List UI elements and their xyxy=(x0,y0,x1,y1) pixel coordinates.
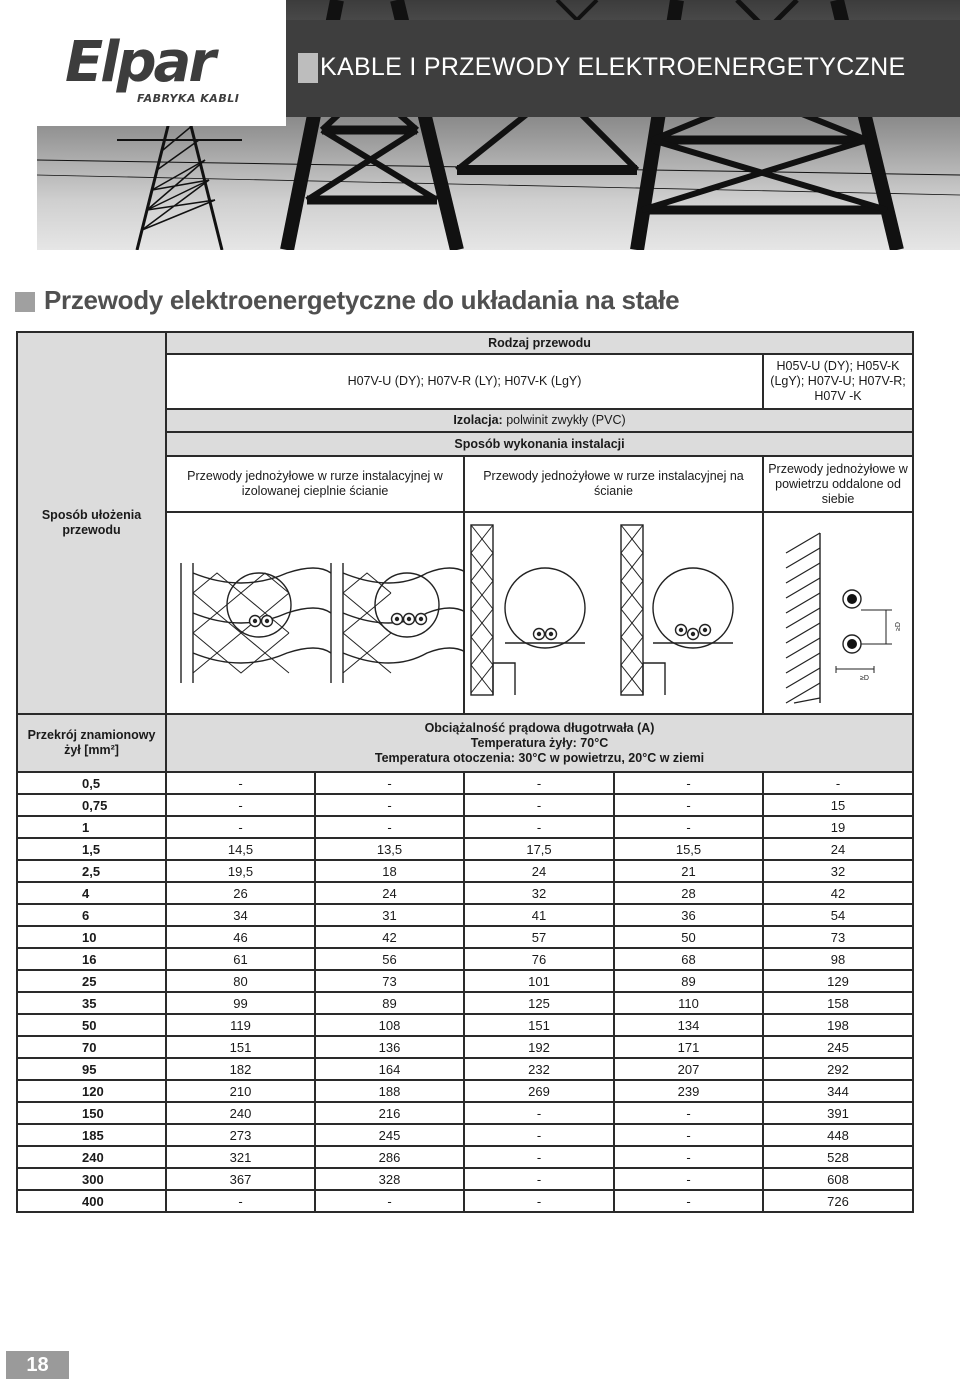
insulation-value: polwinit zwykły (PVC) xyxy=(502,413,626,427)
capacity-cell: 50 xyxy=(614,926,763,948)
capacity-cell: 61 xyxy=(166,948,315,970)
cross-section-cell: 35 xyxy=(17,992,166,1014)
capacity-cell: 73 xyxy=(763,926,913,948)
load-capacity-title: Obciążalność prądowa długotrwała (A) xyxy=(424,720,655,735)
page-number: 18 xyxy=(6,1351,69,1379)
table-row xyxy=(17,860,913,882)
table-row xyxy=(17,1058,913,1080)
capacity-cell: 46 xyxy=(166,926,315,948)
capacity-cell: 73 xyxy=(315,970,464,992)
cross-section-cell: 150 xyxy=(17,1102,166,1124)
capacity-cell: 328 xyxy=(315,1168,464,1190)
capacity-cell: - xyxy=(464,772,614,794)
capacity-cell: 192 xyxy=(464,1036,614,1058)
capacity-cell: 151 xyxy=(464,1014,614,1036)
cross-section-cell: 185 xyxy=(17,1124,166,1146)
capacity-cell: 367 xyxy=(166,1168,315,1190)
capacity-cell: - xyxy=(464,1168,614,1190)
table-row xyxy=(17,1014,913,1036)
capacity-cell: 24 xyxy=(315,882,464,904)
capacity-cell: 125 xyxy=(464,992,614,1014)
capacity-cell: 245 xyxy=(763,1036,913,1058)
cross-section-header: Przekrój znamionowy żył [mm²] xyxy=(17,714,166,772)
capacity-cell: 245 xyxy=(315,1124,464,1146)
cross-section-cell: 25 xyxy=(17,970,166,992)
capacity-cell: 286 xyxy=(315,1146,464,1168)
cross-section-cell: 4 xyxy=(17,882,166,904)
capacity-cell: 32 xyxy=(763,860,913,882)
table-row xyxy=(17,1102,913,1124)
capacity-cell: - xyxy=(614,772,763,794)
capacity-cell: 19,5 xyxy=(166,860,315,882)
capacity-cell: - xyxy=(464,1190,614,1212)
capacity-cell: 239 xyxy=(614,1080,763,1102)
diagram-in-air xyxy=(763,512,913,714)
on-wall-diagram xyxy=(465,513,764,713)
cross-section-cell: 0,75 xyxy=(17,794,166,816)
cross-section-cell: 120 xyxy=(17,1080,166,1102)
table-row xyxy=(17,904,913,926)
capacity-cell: - xyxy=(464,1124,614,1146)
table-row xyxy=(17,992,913,1014)
capacity-cell: 41 xyxy=(464,904,614,926)
capacity-cell: 99 xyxy=(166,992,315,1014)
capacity-cell: 210 xyxy=(166,1080,315,1102)
section-title: Przewody elektroenergetyczne do układania na stałe xyxy=(44,285,680,315)
title-square-icon xyxy=(298,53,318,83)
capacity-cell: - xyxy=(315,816,464,838)
capacity-cell: 54 xyxy=(763,904,913,926)
capacity-cell: 56 xyxy=(315,948,464,970)
header-title-band xyxy=(286,20,960,117)
brand-logo: Elpar xyxy=(65,30,213,95)
insulation-row xyxy=(166,409,913,432)
capacity-cell: - xyxy=(166,794,315,816)
capacity-cell: 24 xyxy=(464,860,614,882)
capacity-cell: 57 xyxy=(464,926,614,948)
cable-type-group-1: H07V-U (DY); H07V-R (LY); H07V-K (LgY) xyxy=(166,354,763,409)
capacity-cell: 273 xyxy=(166,1124,315,1146)
capacity-cell: 31 xyxy=(315,904,464,926)
capacity-cell: - xyxy=(166,816,315,838)
table-row xyxy=(17,926,913,948)
capacity-cell: 110 xyxy=(614,992,763,1014)
capacity-cell: - xyxy=(763,772,913,794)
capacity-cell: 89 xyxy=(614,970,763,992)
cross-section-cell: 2,5 xyxy=(17,860,166,882)
capacity-cell: 726 xyxy=(763,1190,913,1212)
capacity-cell: 232 xyxy=(464,1058,614,1080)
dimension-label-vertical: ≥D xyxy=(895,622,902,631)
capacity-cell: - xyxy=(166,772,315,794)
capacity-cell: 80 xyxy=(166,970,315,992)
capacity-cell: 164 xyxy=(315,1058,464,1080)
capacity-cell: 129 xyxy=(763,970,913,992)
table-row xyxy=(17,1124,913,1146)
cross-section-cell: 0,5 xyxy=(17,772,166,794)
capacity-cell: - xyxy=(315,794,464,816)
cross-section-cell: 95 xyxy=(17,1058,166,1080)
capacity-cell: 182 xyxy=(166,1058,315,1080)
cross-section-cell: 1 xyxy=(17,816,166,838)
capacity-cell: 269 xyxy=(464,1080,614,1102)
capacity-cell: 240 xyxy=(166,1102,315,1124)
capacity-cell: 101 xyxy=(464,970,614,992)
capacity-cell: 321 xyxy=(166,1146,315,1168)
capacity-cell: 448 xyxy=(763,1124,913,1146)
capacity-cell: 98 xyxy=(763,948,913,970)
capacity-cell: - xyxy=(315,772,464,794)
table-row xyxy=(17,838,913,860)
method-on-wall: Przewody jednożyłowe w rurze instalacyjnej na ścianie xyxy=(464,456,763,512)
load-capacity-header xyxy=(166,714,913,772)
capacity-cell: 608 xyxy=(763,1168,913,1190)
table-row xyxy=(17,1146,913,1168)
capacity-cell: 68 xyxy=(614,948,763,970)
current-capacity-table xyxy=(16,331,914,1213)
execution-method-header: Sposób wykonania instalacji xyxy=(166,432,913,456)
table-row xyxy=(17,948,913,970)
capacity-cell: 528 xyxy=(763,1146,913,1168)
table-row xyxy=(17,1190,913,1212)
capacity-cell: 136 xyxy=(315,1036,464,1058)
capacity-cell: 14,5 xyxy=(166,838,315,860)
cross-section-cell: 400 xyxy=(17,1190,166,1212)
cross-section-cell: 10 xyxy=(17,926,166,948)
capacity-cell: 207 xyxy=(614,1058,763,1080)
capacity-cell: 216 xyxy=(315,1102,464,1124)
capacity-cell: 26 xyxy=(166,882,315,904)
capacity-cell: 89 xyxy=(315,992,464,1014)
capacity-cell: 42 xyxy=(315,926,464,948)
table-row xyxy=(17,882,913,904)
capacity-cell: 344 xyxy=(763,1080,913,1102)
capacity-cell: 391 xyxy=(763,1102,913,1124)
method-in-air: Przewody jednożyłowe w powietrzu oddalone od siebie xyxy=(763,456,913,512)
capacity-cell: 32 xyxy=(464,882,614,904)
capacity-cell: 158 xyxy=(763,992,913,1014)
cable-type-group-2: H05V-U (DY); H05V-K (LgY); H07V-U; H07V-R; H07V -K xyxy=(763,354,913,409)
cross-section-cell: 50 xyxy=(17,1014,166,1036)
capacity-cell: - xyxy=(614,794,763,816)
capacity-cell: 108 xyxy=(315,1014,464,1036)
capacity-cell: 28 xyxy=(614,882,763,904)
capacity-cell: 17,5 xyxy=(464,838,614,860)
capacity-cell: 76 xyxy=(464,948,614,970)
table-row xyxy=(17,1036,913,1058)
capacity-cell: - xyxy=(166,1190,315,1212)
capacity-cell: 13,5 xyxy=(315,838,464,860)
table-row xyxy=(17,816,913,838)
method-insulated-wall: Przewody jednożyłowe w rurze instalacyjnej w izolowanej cieplnie ścianie xyxy=(166,456,464,512)
cross-section-cell: 16 xyxy=(17,948,166,970)
capacity-cell: 134 xyxy=(614,1014,763,1036)
capacity-cell: 36 xyxy=(614,904,763,926)
in-air-diagram xyxy=(764,513,914,713)
table-row xyxy=(17,794,913,816)
insulation-label: Izolacja: xyxy=(453,413,503,427)
diagram-on-wall xyxy=(464,512,763,714)
table-row xyxy=(17,970,913,992)
capacity-cell: - xyxy=(464,794,614,816)
capacity-cell: 21 xyxy=(614,860,763,882)
capacity-cell: - xyxy=(614,1190,763,1212)
capacity-cell: - xyxy=(614,1102,763,1124)
cable-type-header: Rodzaj przewodu xyxy=(166,332,913,354)
capacity-cell: 198 xyxy=(763,1014,913,1036)
capacity-cell: 19 xyxy=(763,816,913,838)
insulated-wall-diagram xyxy=(167,513,465,713)
capacity-cell: 15 xyxy=(763,794,913,816)
capacity-cell: - xyxy=(464,816,614,838)
ambient-temperature: Temperatura otoczenia: 30°C w powietrzu, 20°C w ziemi xyxy=(374,750,705,765)
brand-tagline: FABRYKA KABLI xyxy=(137,92,240,105)
capacity-cell: - xyxy=(614,816,763,838)
cross-section-cell: 1,5 xyxy=(17,838,166,860)
cross-section-cell: 70 xyxy=(17,1036,166,1058)
conductor-temperature: Temperatura żyły: 70°C xyxy=(470,735,609,750)
cross-section-cell: 300 xyxy=(17,1168,166,1190)
section-square-icon xyxy=(15,292,35,312)
capacity-cell: - xyxy=(315,1190,464,1212)
capacity-cell: - xyxy=(614,1168,763,1190)
table-row xyxy=(17,772,913,794)
capacity-cell: 42 xyxy=(763,882,913,904)
header-title: KABLE I PRZEWODY ELEKTROENERGETYCZNE xyxy=(320,53,906,81)
cross-section-cell: 6 xyxy=(17,904,166,926)
cross-section-cell: 240 xyxy=(17,1146,166,1168)
capacity-cell: 119 xyxy=(166,1014,315,1036)
capacity-cell: 171 xyxy=(614,1036,763,1058)
table-body xyxy=(17,772,913,1212)
logo-area xyxy=(37,0,286,126)
table-row xyxy=(17,1080,913,1102)
capacity-cell: - xyxy=(614,1124,763,1146)
dimension-label-horizontal: ≥D xyxy=(860,675,869,682)
capacity-cell: 24 xyxy=(763,838,913,860)
diagram-insulated-wall xyxy=(166,512,464,714)
capacity-cell: - xyxy=(464,1102,614,1124)
capacity-cell: - xyxy=(464,1146,614,1168)
table-row xyxy=(17,1168,913,1190)
capacity-cell: 34 xyxy=(166,904,315,926)
capacity-cell: 292 xyxy=(763,1058,913,1080)
capacity-cell: 15,5 xyxy=(614,838,763,860)
installation-method-header: Sposób ułożenia przewodu xyxy=(17,332,166,714)
capacity-cell: - xyxy=(614,1146,763,1168)
capacity-cell: 151 xyxy=(166,1036,315,1058)
capacity-cell: 18 xyxy=(315,860,464,882)
capacity-cell: 188 xyxy=(315,1080,464,1102)
